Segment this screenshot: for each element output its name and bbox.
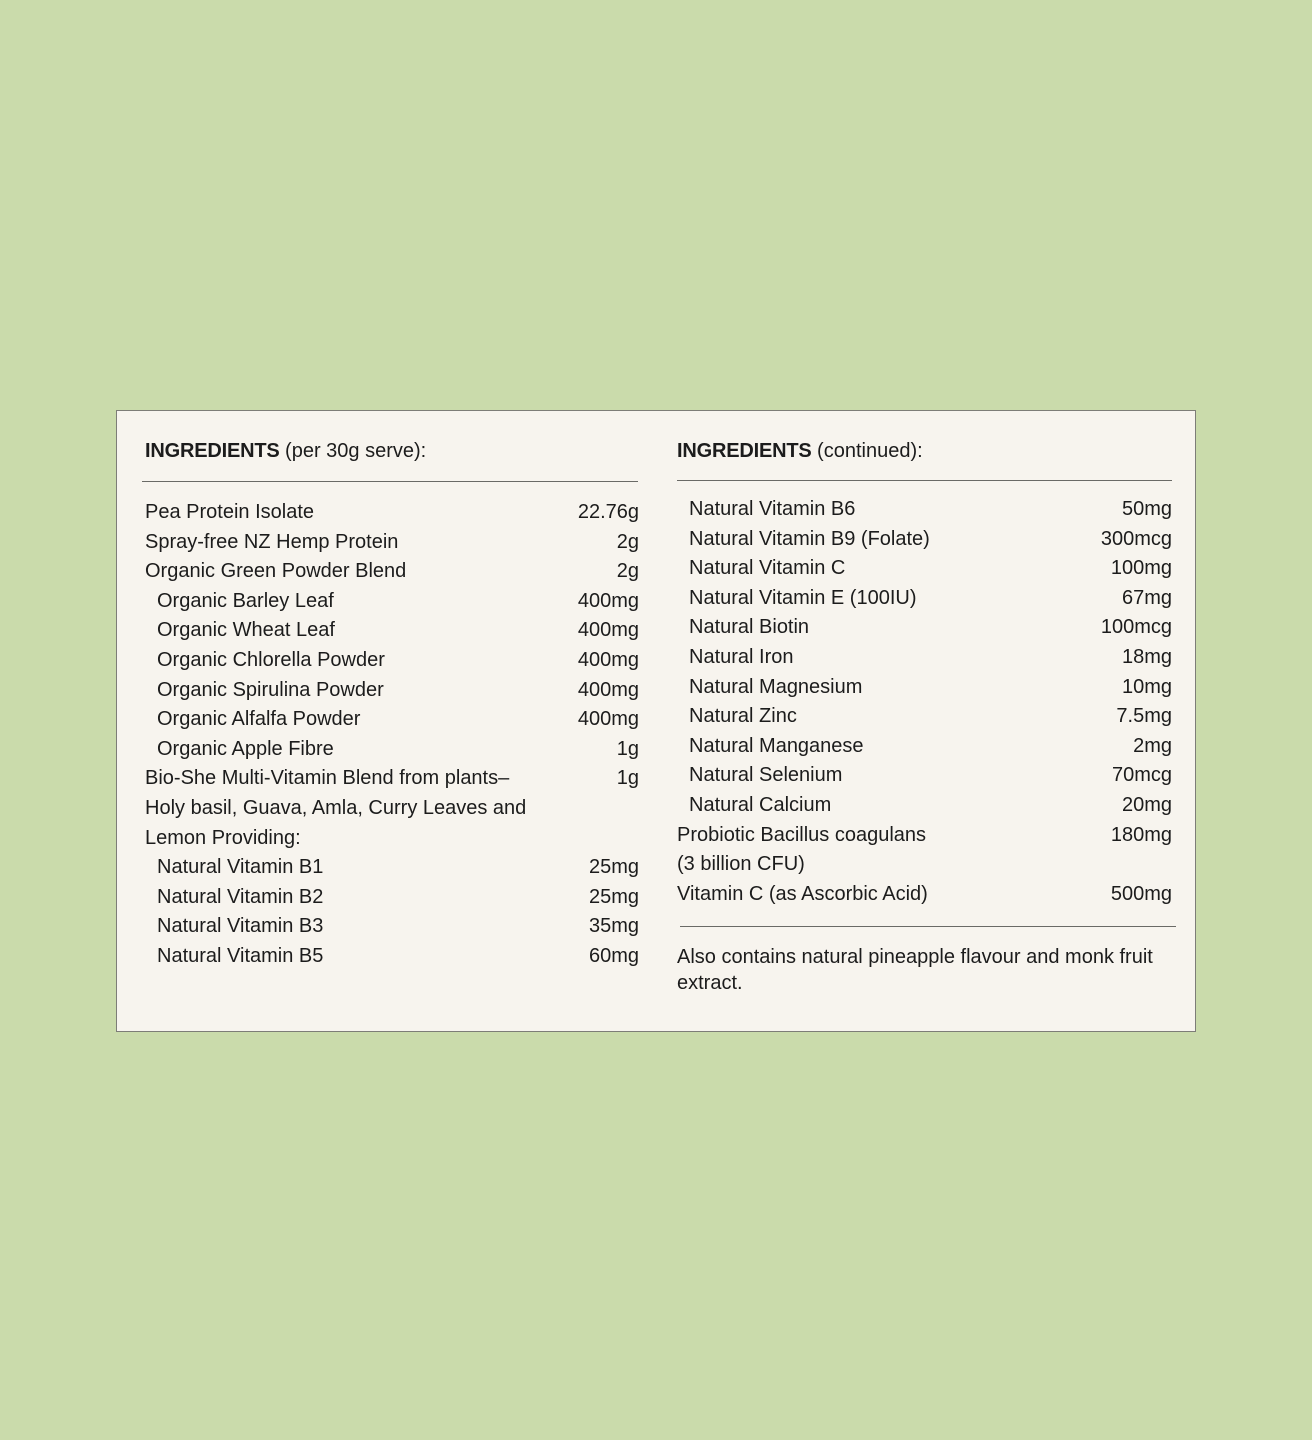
ingredient-name: Organic Barley Leaf [157, 589, 334, 612]
ingredient-row [145, 498, 639, 528]
ingredient-name: Natural Vitamin E (100IU) [689, 586, 917, 609]
ingredient-amount: 67mg [1121, 586, 1172, 609]
ingredient-name: Natural Vitamin B6 [689, 498, 856, 520]
divider [680, 926, 1176, 927]
ingredients-panel [116, 410, 1196, 1032]
ingredient-row [677, 525, 1172, 555]
ingredient-name: Natural Vitamin B5 [157, 944, 324, 967]
ingredient-amount: 100mg [1110, 557, 1172, 580]
ingredient-amount: 7.5mg [1116, 705, 1172, 728]
ingredient-amount: 100mcg [1100, 616, 1172, 639]
ingredient-row [145, 528, 639, 558]
ingredient-name: Organic Apple Fibre [157, 737, 334, 760]
ingredient-name: Organic Green Powder Blend [145, 560, 407, 583]
ingredient-row [145, 883, 639, 913]
ingredient-row [145, 705, 639, 735]
ingredient-row [677, 702, 1172, 732]
ingredient-amount: 25mg [588, 856, 639, 879]
ingredient-name: Organic Alfalfa Powder [157, 708, 361, 731]
ingredient-name: Natural Zinc [689, 705, 797, 728]
ingredient-row [145, 557, 639, 587]
ingredient-row [145, 616, 639, 646]
ingredient-name: Natural Vitamin B2 [157, 885, 324, 908]
ingredient-amount: 1g [616, 737, 639, 760]
ingredient-row [677, 821, 1172, 880]
ingredient-row [145, 676, 639, 706]
ingredient-amount: 400mg [577, 589, 639, 612]
ingredient-amount: 400mg [577, 619, 639, 642]
ingredient-amount: 22.76g [577, 501, 639, 523]
section-heading [145, 440, 426, 463]
ingredient-name: Vitamin C (as Ascorbic Acid) [677, 882, 928, 905]
ingredient-row [677, 880, 1172, 910]
ingredient-name: Pea Protein Isolate [145, 501, 314, 523]
ingredient-amount: 500mg [1110, 882, 1172, 905]
ingredient-row [145, 587, 639, 617]
ingredient-name: Natural Vitamin B3 [157, 915, 324, 938]
ingredient-amount: 50mg [1121, 498, 1172, 520]
ingredient-name: Natural Magnesium [689, 675, 863, 698]
heading-continued-note: (continued): [811, 440, 923, 462]
ingredient-amount: 25mg [588, 885, 639, 908]
ingredient-name: Spray-free NZ Hemp Protein [145, 530, 399, 553]
ingredient-amount: 2g [616, 560, 639, 583]
ingredient-amount: 1g [616, 767, 639, 790]
section-heading [677, 440, 923, 463]
heading-serving-note: (per 30g serve): [279, 440, 427, 462]
ingredient-list [677, 495, 1172, 909]
ingredient-name: Bio-She Multi-Vitamin Blend from plants– Holy basil, Guava, Amla, Curry Leaves and Lemon Providing: [145, 767, 527, 849]
ingredient-row [677, 613, 1172, 643]
ingredient-name: Organic Spirulina Powder [157, 678, 384, 701]
ingredient-row [677, 584, 1172, 614]
ingredient-amount: 35mg [588, 915, 639, 938]
ingredient-amount: 400mg [577, 648, 639, 671]
ingredient-row [677, 643, 1172, 673]
ingredient-row [677, 673, 1172, 703]
ingredient-row [145, 853, 639, 883]
ingredient-row [145, 764, 639, 853]
ingredient-row [677, 732, 1172, 762]
ingredient-row [145, 912, 639, 942]
ingredient-row [677, 495, 1172, 525]
ingredient-name: Natural Selenium [689, 764, 843, 787]
ingredient-row [677, 761, 1172, 791]
ingredient-name: Natural Manganese [689, 734, 864, 757]
ingredient-amount: 10mg [1121, 675, 1172, 698]
ingredient-list [145, 498, 639, 972]
ingredient-amount: 18mg [1121, 645, 1172, 668]
ingredient-row [677, 554, 1172, 584]
ingredient-row [145, 646, 639, 676]
ingredient-name: Organic Chlorella Powder [157, 648, 385, 671]
ingredient-name: Natural Biotin [689, 616, 810, 639]
divider [677, 480, 1172, 481]
ingredient-name: Natural Vitamin C [689, 557, 846, 580]
ingredient-amount: 60mg [588, 944, 639, 967]
ingredient-row [677, 791, 1172, 821]
ingredient-name: Organic Wheat Leaf [157, 619, 335, 642]
ingredient-amount: 2g [616, 530, 639, 553]
heading-bold: INGREDIENTS [145, 440, 280, 462]
ingredient-amount: 20mg [1121, 793, 1172, 816]
ingredient-amount: 2mg [1133, 734, 1172, 757]
divider [142, 481, 638, 482]
ingredient-amount: 300mcg [1100, 527, 1172, 550]
additional-ingredients-note: Also contains natural pineapple flavour and monk fruit extract. [677, 946, 1153, 994]
ingredient-name: Natural Vitamin B1 [157, 856, 324, 879]
ingredient-name: Probiotic Bacillus coagulans (3 billion CFU) [677, 823, 927, 876]
ingredient-name: Natural Iron [689, 645, 794, 668]
ingredient-row [145, 735, 639, 765]
ingredient-row [145, 942, 639, 972]
ingredient-amount: 400mg [577, 678, 639, 701]
ingredient-amount: 400mg [577, 708, 639, 731]
ingredient-amount: 180mg [1110, 823, 1172, 846]
ingredient-amount: 70mcg [1111, 764, 1172, 787]
ingredient-name: Natural Calcium [689, 793, 832, 816]
ingredient-name: Natural Vitamin B9 (Folate) [689, 527, 930, 550]
heading-bold: INGREDIENTS [677, 440, 812, 462]
